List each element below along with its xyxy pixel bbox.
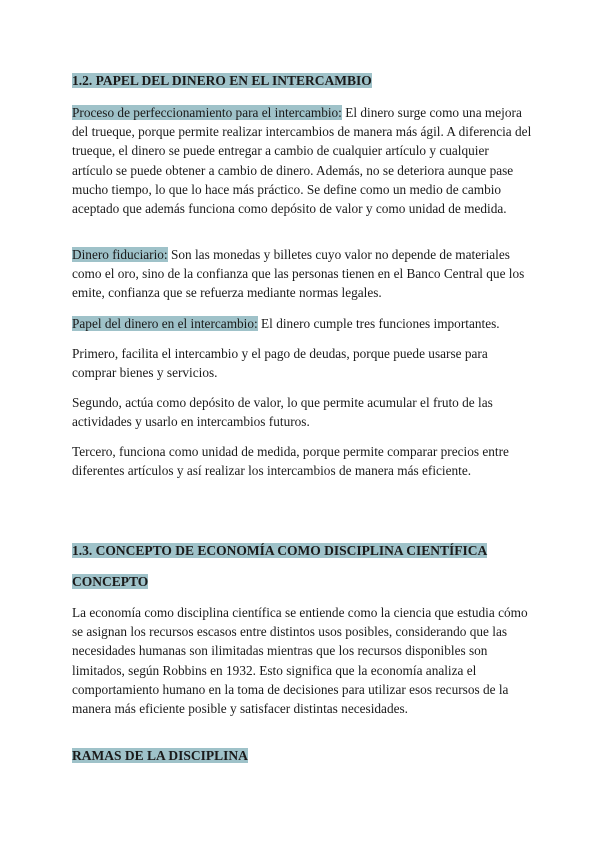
- section-1-3-heading: 1.3. CONCEPTO DE ECONOMÍA COMO DISCIPLINA CIENTÍFICA: [72, 543, 488, 558]
- paragraph-tercero: Tercero, funciona como unidad de medida, porque permite comparar precios entre diferentes artículos y así realizar los intercambios de manera más eficiente.: [72, 444, 509, 479]
- paragraph-proceso-text: El dinero surge como una mejora del trueque, porque permite realizar intercambios de manera más ágil. A diferencia del trueque, el dinero se puede entregar a cambio de cualquier artículo y cualquier artículo se puede obtener a cambio de dinero. Además, no se deteriora aunque pase mucho tiempo, lo que lo hace más práctico. Se define como un medio de cambio aceptado que además funciona como depósito de valor y como unidad de medida.: [72, 105, 532, 217]
- paragraph-concepto: La economía como disciplina científica se entiende como la ciencia que estudia cómo se asignan los recursos escasos entre distintos usos posibles, considerando que las necesidades humanas son ilimitadas mientras que los recursos disponibles son limitados, según Robbins en 1932. Esto significa que la economía analiza el comportamiento humano en la toma de decisiones para utilizar esos recursos de la manera más eficiente posible y satisfacer distintas necesidades.: [72, 605, 528, 717]
- paragraph-papel-dinero: [72, 314, 532, 333]
- concepto-subheading: CONCEPTO: [72, 574, 149, 589]
- section-1-2-heading: 1.2. PAPEL DEL DINERO EN EL INTERCAMBIO: [72, 73, 372, 88]
- paragraph-papel-dinero-text: El dinero cumple tres funciones importantes.: [257, 316, 500, 331]
- ramas-subheading: RAMAS DE LA DISCIPLINA: [72, 748, 248, 763]
- term-papel-dinero: Papel del dinero en el intercambio:: [72, 316, 258, 331]
- paragraph-proceso: [72, 103, 532, 218]
- paragraph-dinero-fiduciario-text: Son las monedas y billetes cuyo valor no depende de materiales como el oro, sino de la confianza que las personas tienen en el Banco Central que los emite, confianza que se refuerza mediante normas legales.: [72, 247, 525, 301]
- paragraph-dinero-fiduciario: [72, 245, 532, 303]
- term-dinero-fiduciario: Dinero fiduciario:: [72, 247, 168, 262]
- paragraph-segundo: Segundo, actúa como depósito de valor, lo que permite acumular el fruto de las actividades y usarlo en intercambios futuros.: [72, 395, 493, 430]
- paragraph-primero: Primero, facilita el intercambio y el pago de deudas, porque puede usarse para comprar bienes y servicios.: [72, 346, 488, 381]
- term-proceso: Proceso de perfeccionamiento para el intercambio:: [72, 105, 342, 120]
